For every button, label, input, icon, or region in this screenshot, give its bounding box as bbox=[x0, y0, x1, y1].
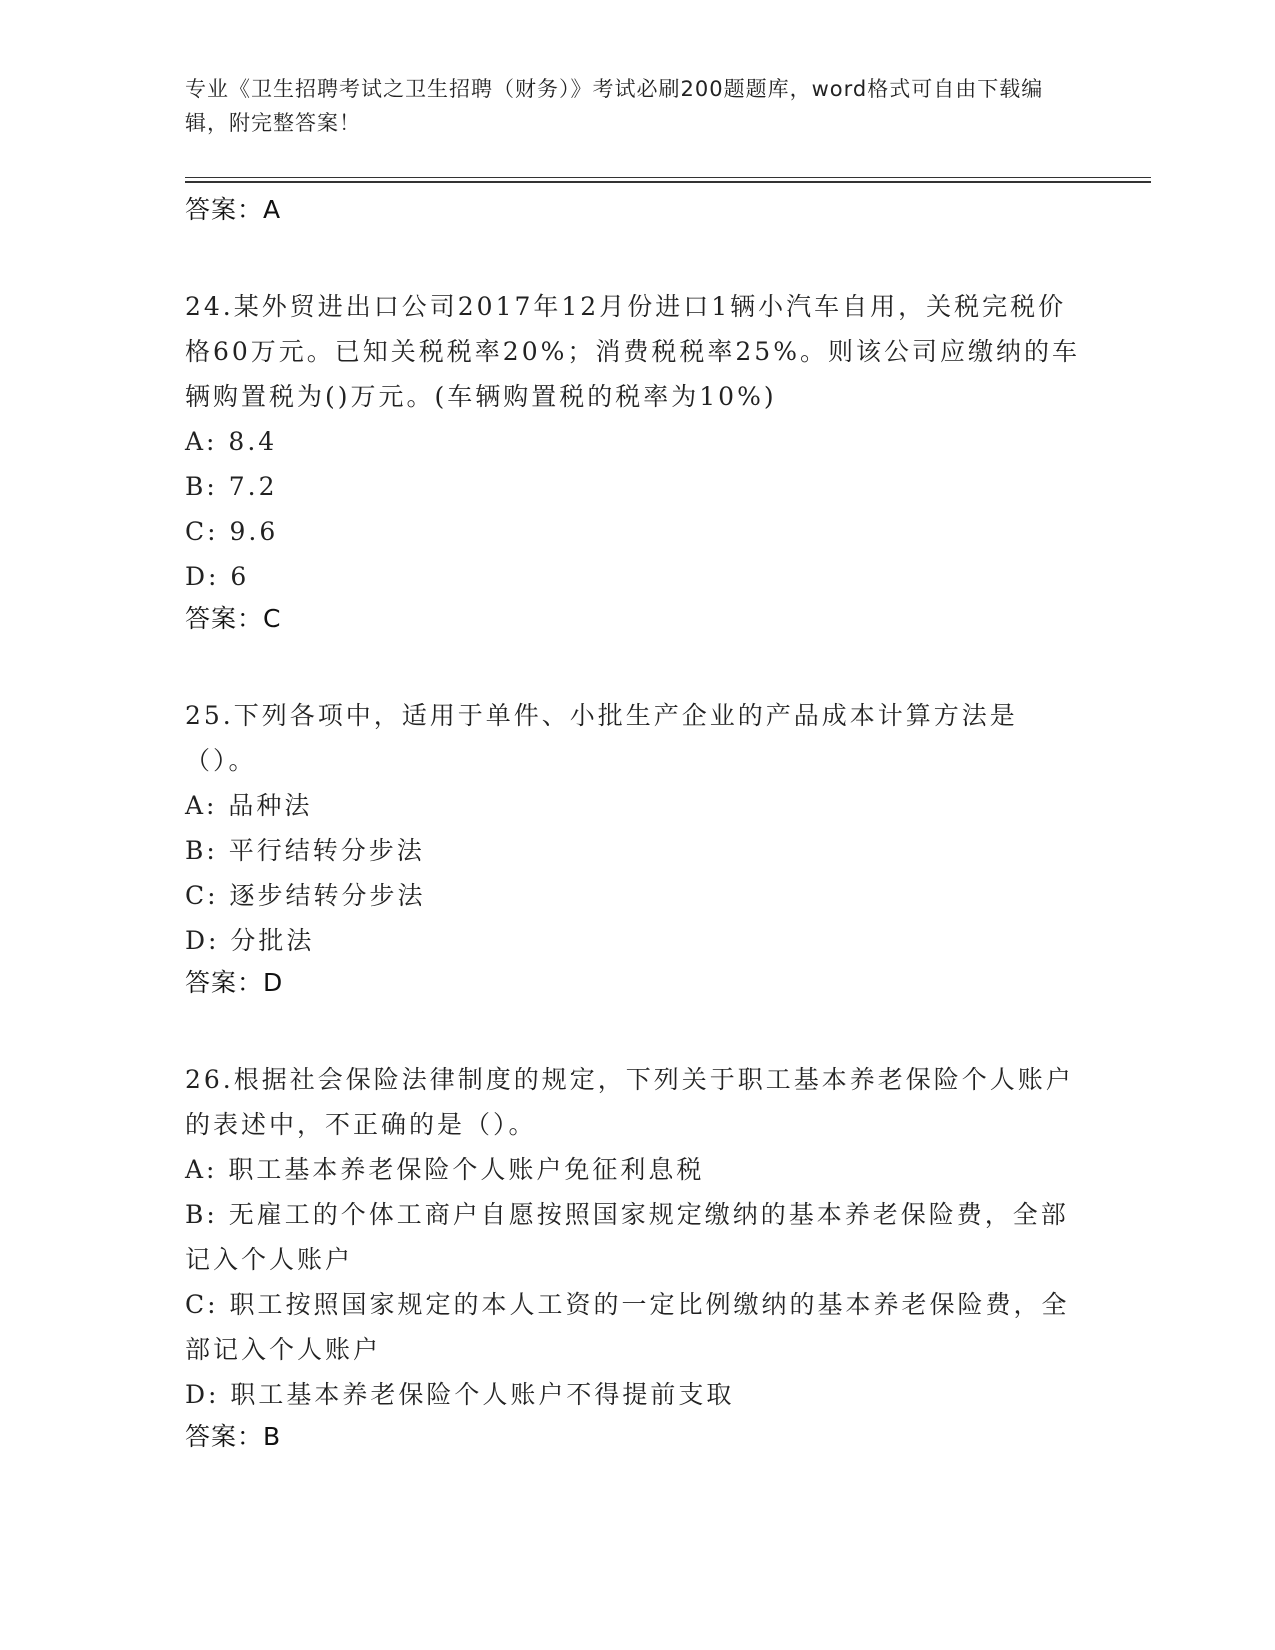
question-text: 24.某外贸进出口公司2017年12月份进口1辆小汽车自用，关税完税价格60万元。已知关税税率20%；消费税税率25%。则该公司应缴纳的车辆购置税为()万元。(车辆购置税的税率为10%) bbox=[185, 292, 1080, 411]
option-d: D: 分批法 bbox=[185, 926, 315, 955]
option-c: C: 职工按照国家规定的本人工资的一定比例缴纳的基本养老保险费，全部记入个人账户 bbox=[185, 1290, 1070, 1364]
option-a: A: 职工基本养老保险个人账户免征利息税 bbox=[185, 1155, 705, 1184]
answer-line: 答案：A bbox=[185, 195, 282, 224]
option-b: B: 无雇工的个体工商户自愿按照国家规定缴纳的基本养老保险费，全部记入个人账户 bbox=[185, 1200, 1069, 1274]
option-a: A: 品种法 bbox=[185, 791, 313, 820]
header-divider-thick bbox=[185, 181, 1151, 183]
header-divider bbox=[185, 177, 1151, 178]
question-block-24 bbox=[185, 284, 1085, 639]
question-text: 26.根据社会保险法律制度的规定，下列关于职工基本养老保险个人账户的表述中，不正确的是（）。 bbox=[185, 1065, 1074, 1139]
question-block-25 bbox=[185, 693, 1085, 1003]
question-block-26 bbox=[185, 1057, 1085, 1457]
document-header: 专业《卫生招聘考试之卫生招聘（财务）》考试必刷200题题库，word格式可自由下载编辑，附完整答案！ bbox=[185, 77, 1044, 135]
option-b: B: 7.2 bbox=[185, 472, 278, 501]
option-c: C: 逐步结转分步法 bbox=[185, 881, 426, 910]
option-b: B: 平行结转分步法 bbox=[185, 836, 425, 865]
question-text: 25.下列各项中，适用于单件、小批生产企业的产品成本计算方法是（）。 bbox=[185, 701, 1018, 775]
answer-line: 答案：B bbox=[185, 1422, 282, 1451]
option-d: D: 6 bbox=[185, 562, 250, 591]
option-a: A: 8.4 bbox=[185, 427, 278, 456]
question-list bbox=[185, 190, 1085, 1457]
answer-line: 答案：D bbox=[185, 968, 284, 997]
option-c: C: 9.6 bbox=[185, 517, 279, 546]
answer-line: 答案：C bbox=[185, 604, 282, 633]
option-d: D: 职工基本养老保险个人账户不得提前支取 bbox=[185, 1380, 735, 1409]
